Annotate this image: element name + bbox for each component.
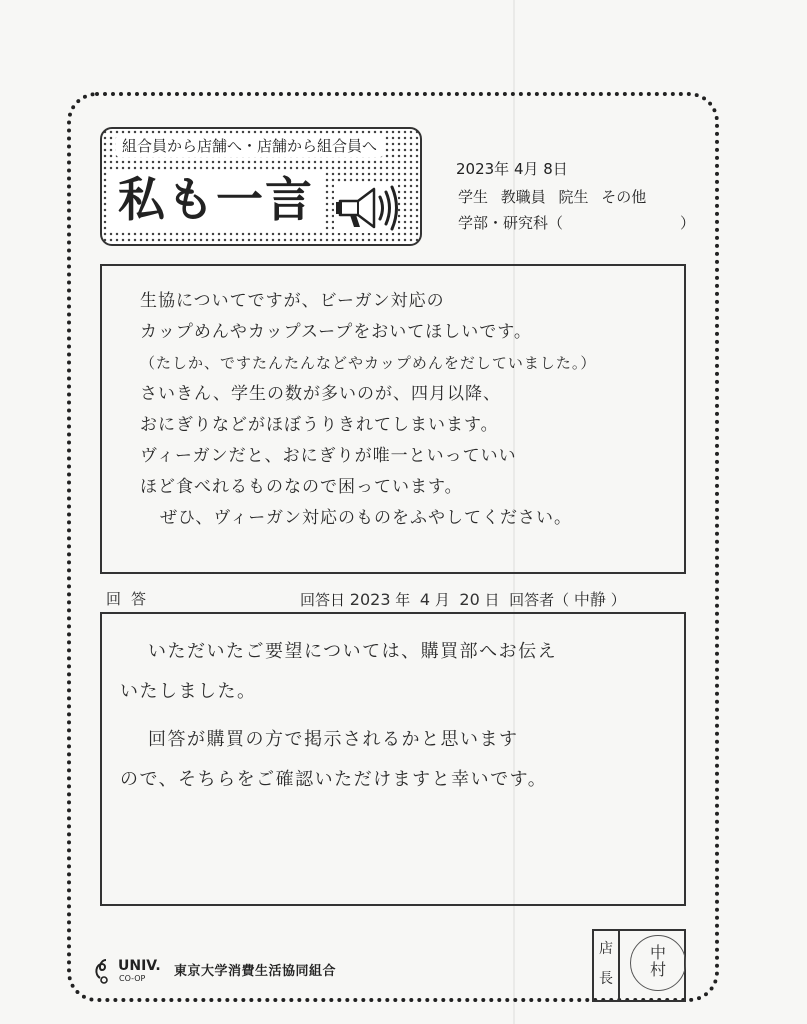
department-field	[583, 212, 695, 233]
answer-meta	[300, 587, 626, 610]
answer-line: ので、そちらをご確認いただけますと幸いです。	[120, 769, 548, 790]
request-line: さいきん、学生の数が多いのが、四月以降、	[140, 384, 502, 404]
answer-year-unit: 年	[395, 591, 411, 609]
responder-name: 中静	[573, 590, 606, 609]
responder-label: 回答者（	[509, 591, 570, 609]
answer-label: 回答	[106, 590, 157, 608]
answer-day: 20	[459, 590, 480, 609]
stamp-divider	[618, 929, 620, 1002]
megaphone-icon	[330, 177, 410, 239]
answer-text	[120, 637, 680, 805]
answer-month-unit: 月	[434, 591, 450, 609]
answer-month: 4	[419, 590, 431, 609]
request-line: おにぎりなどがほぼうりきれてしまいます。	[140, 415, 499, 435]
strike-scribble: ~~~~	[178, 566, 215, 579]
request-text	[140, 288, 700, 536]
answer-date-label: 回答日	[300, 591, 346, 609]
request-line: ほど食べれるものなので困っています。	[140, 477, 463, 497]
submission-date: 2023年 4月 8日	[456, 160, 568, 178]
answer-line: いただいたご要望については、購買部へお伝え	[148, 641, 558, 662]
responder-close: ）	[610, 591, 626, 609]
svg-text:CO-OP: CO-OP	[119, 974, 146, 983]
department-label: 学部・研究科（	[458, 214, 564, 232]
banner-tagline: 組合員から店舗へ・店舗から組合員へ	[116, 135, 383, 157]
manager-hanko-seal: 中 村	[630, 935, 686, 991]
request-line: ぜひ、ヴィーガン対応のものをふやしてください。	[160, 508, 572, 528]
header-banner	[100, 127, 422, 246]
department-close-paren: ）	[679, 214, 695, 232]
svg-text:UNIV.: UNIV.	[118, 958, 161, 974]
answer-year: 2023	[349, 590, 391, 609]
request-line: ヴィーガンだと、おにぎりが唯一といっていい	[140, 446, 517, 466]
answer-line: 回答が購買の方で掲示されるかと思います	[148, 729, 519, 750]
role-options: 学生 教職員 院生 その他	[458, 188, 647, 206]
answer-day-unit: 日	[484, 591, 500, 609]
request-line: （たしか、ですたんたんなどやカップめんをだしていました。）	[140, 354, 597, 372]
manager-label: 店 長	[599, 941, 613, 987]
coop-name: 東京大学消費生活協同組合	[174, 964, 337, 979]
univ-coop-logo	[92, 952, 172, 986]
request-line: 生協についてですが、ビーガン対応の	[140, 291, 445, 311]
answer-line: いたしました。	[120, 681, 257, 702]
request-line: カップめんやカップスープをおいてほしいです。	[140, 322, 532, 342]
banner-title: 私も一言	[108, 171, 324, 231]
